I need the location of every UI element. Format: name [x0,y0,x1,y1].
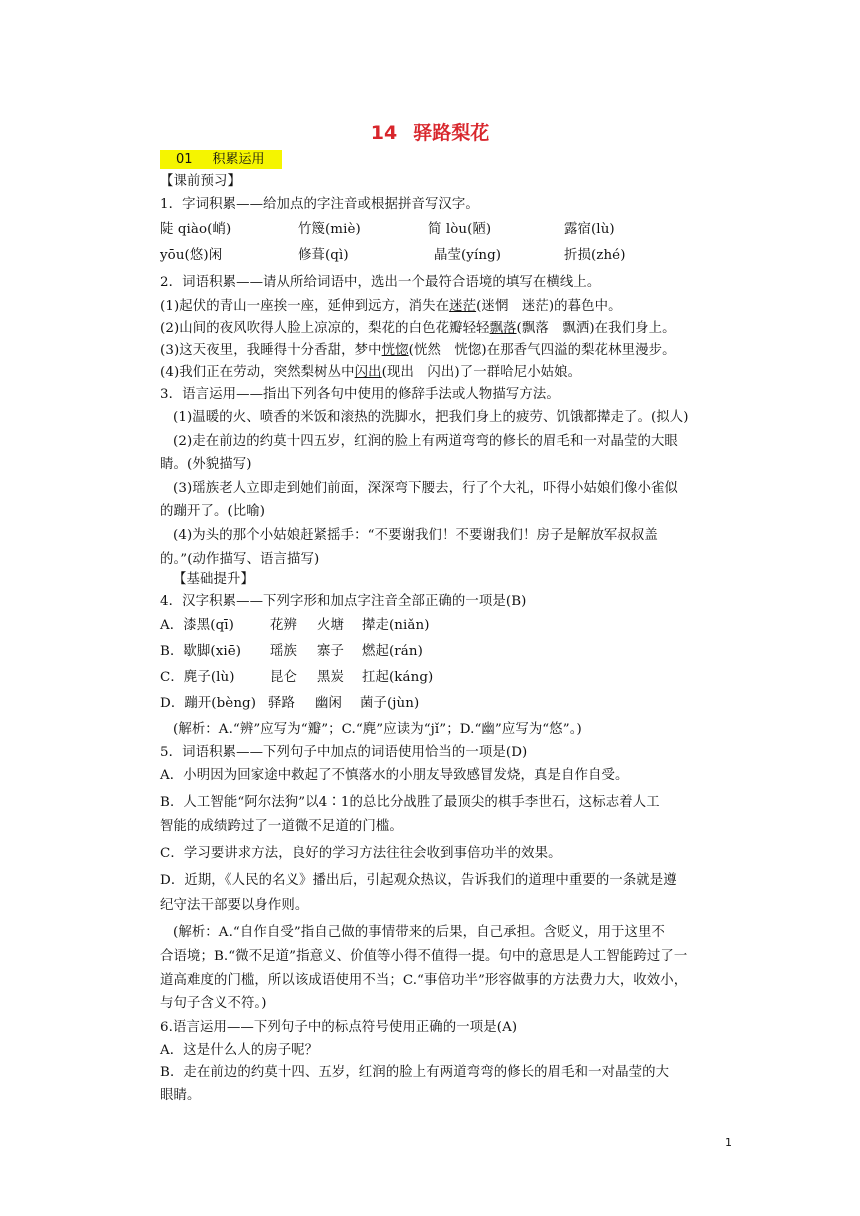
answer-blank: 迷茫 [449,299,477,314]
option-part: 黑炭 [317,670,344,685]
q5-explanation-2: 合语境；B.“微不足道”指意义、价值等小得不值得一提。句中的意思是人工智能跨过了一 [160,949,688,964]
q4-option-a [160,617,430,635]
q1-item: 修葺(qì) [298,248,349,263]
q5-option-d2: 纪守法干部要以身作则。 [160,898,309,913]
answer-blank: 闪出 [354,365,382,380]
q3-sentence-2b: 睛。(外貌描写) [160,457,252,472]
q3-sentence-3b: 的蹦开了。(比喻) [160,504,266,519]
page-number: 1 [725,1136,732,1149]
q3-sentence-1: (1)温暖的火、喷香的米饭和滚热的洗脚水，把我们身上的疲劳、饥饿都撵走了。(拟人) [173,410,689,425]
q1-item: 简 lòu(陋) [428,222,492,237]
option-part: 昆仑 [270,670,297,685]
text: (3)这天夜里，我睡得十分香甜，梦中 [160,343,382,358]
q5-explanation-4: 与句子含义不符。) [160,996,267,1011]
option-part: B．歇脚(xiē) [160,644,242,659]
q5-explanation-1: (解析：A.“自作自受”指自己做的事情带来的后果，自己承担。含贬义，用于这里不 [173,925,666,940]
answer-blank: 恍惚 [381,343,409,358]
q5-option-a: A．小明因为回家途中救起了不慎落水的小朋友导致感冒发烧，真是自作自受。 [160,768,629,783]
q5-option-b1: B．人工智能“阿尔法狗”以4∶1的总比分战胜了最顶尖的棋手李世石，这标志着人工 [160,795,660,810]
section-label: 积累运用 [212,152,265,167]
q3-sentence-4b: 的。”(动作描写、语言描写) [160,552,320,567]
option-part: C．麂子(lù) [160,670,235,685]
q3-sentence-2a: (2)走在前边的约莫十四五岁，红润的脸上有两道弯弯的修长的眉毛和一对晶莹的大眼 [173,434,678,449]
text: (飘落 飘洒)在我们身上。 [516,321,676,336]
option-part: 燃起(rán) [362,644,423,659]
option-part: 幽闲 [315,696,342,711]
q2-sentence-3 [160,342,676,360]
q1-item: 晶莹(yíng) [434,248,502,263]
q5-option-b2: 智能的成绩跨过了一道微不足道的门槛。 [160,819,403,834]
option-part: 驿路 [268,696,295,711]
q6-stem: 6.语言运用——下列句子中的标点符号使用正确的一项是(A) [160,1020,518,1035]
q2-sentence-1 [160,298,622,316]
text: (迷惘 迷茫)的暮色中。 [476,299,622,314]
q4-option-c [160,669,433,687]
q1-row2 [160,247,626,265]
heading-preview: 【课前预习】 [160,174,241,189]
text: (4)我们正在劳动，突然梨树丛中 [160,365,355,380]
q1-item: 竹篾(miè) [298,222,361,237]
lesson-title [0,118,860,145]
q6-option-b2: 眼睛。 [160,1088,201,1103]
q5-option-d1: D．近期，《人民的名义》播出后，引起观众热议，告诉我们的道理中重要的一条就是遵 [160,873,677,888]
q2-stem: 2．词语积累——请从所给词语中，选出一个最符合语境的填写在横线上。 [160,275,601,290]
q1-item: 折损(zhé) [564,248,626,263]
heading-basic: 【基础提升】 [173,572,254,587]
option-part: 瑶族 [270,644,297,659]
q6-option-a: A．这是什么人的房子呢？ [160,1043,319,1058]
q1-stem: 1．字词积累——给加点的字注音或根据拼音写汉字。 [160,197,479,212]
q4-option-b [160,643,423,661]
answer-blank: 飘落 [489,321,517,336]
q1-row1 [160,221,615,239]
q4-option-d [160,695,419,713]
q1-item: 露宿(lù) [564,222,615,237]
q1-item: yōu(悠)闲 [160,248,223,263]
text: (恍然 恍惚)在那香气四溢的梨花林里漫步。 [408,343,676,358]
option-part: 撵走(niǎn) [362,618,430,633]
text: (1)起伏的青山一座挨一座，延伸到远方，消失在 [160,299,450,314]
q3-sentence-4a: (4)为头的那个小姑娘赶紧摇手：“不要谢我们！不要谢我们！房子是解放军叔叔盖 [173,528,658,543]
q1-item: 陡 qiào(峭) [160,222,232,237]
option-part: 火塘 [317,618,344,633]
option-part: D．蹦开(bèng) [160,696,257,711]
q2-sentence-4 [160,364,581,382]
section-number: 01 [176,152,193,167]
q6-option-b1: B．走在前边的约莫十四、五岁，红润的脸上有两道弯弯的修长的眉毛和一对晶莹的大 [160,1065,670,1080]
q4-explanation: (解析：A.“辨”应写为“瓣”；C.“麂”应读为“jǐ”；D.“幽”应写为“悠”。) [173,722,582,737]
q5-option-c: C．学习要讲求方法，良好的学习方法往往会收到事倍功半的效果。 [160,846,562,861]
lesson-name: 驿路梨花 [413,122,490,144]
text: (2)山间的夜风吹得人脸上凉凉的，梨花的白色花瓣轻轻 [160,321,490,336]
q3-sentence-3a: (3)瑶族老人立即走到她们前面，深深弯下腰去，行了个大礼，吓得小姑娘们像小雀似 [173,481,678,496]
option-part: 花辨 [270,618,297,633]
option-part: 菌子(jùn) [360,696,420,711]
option-part: 扛起(káng) [362,670,434,685]
section-tag [160,150,282,169]
text: (现出 闪出)了一群哈尼小姑娘。 [381,365,582,380]
option-part: 寨子 [317,644,344,659]
q5-explanation-3: 道高难度的门槛，所以该成语使用不当；C.“事倍功半”形容做事的方法费力大，收效小， [160,973,688,988]
option-part: A．漆黑(qī) [160,618,234,633]
q2-sentence-2 [160,320,676,338]
q3-stem: 3．语言运用——指出下列各句中使用的修辞手法或人物描写方法。 [160,387,560,402]
q4-stem: 4．汉字积累——下列字形和加点字注音全部正确的一项是(B) [160,594,527,609]
q5-stem: 5．词语积累——下列句子中加点的词语使用恰当的一项是(D) [160,745,528,760]
lesson-number: 14 [370,122,398,144]
